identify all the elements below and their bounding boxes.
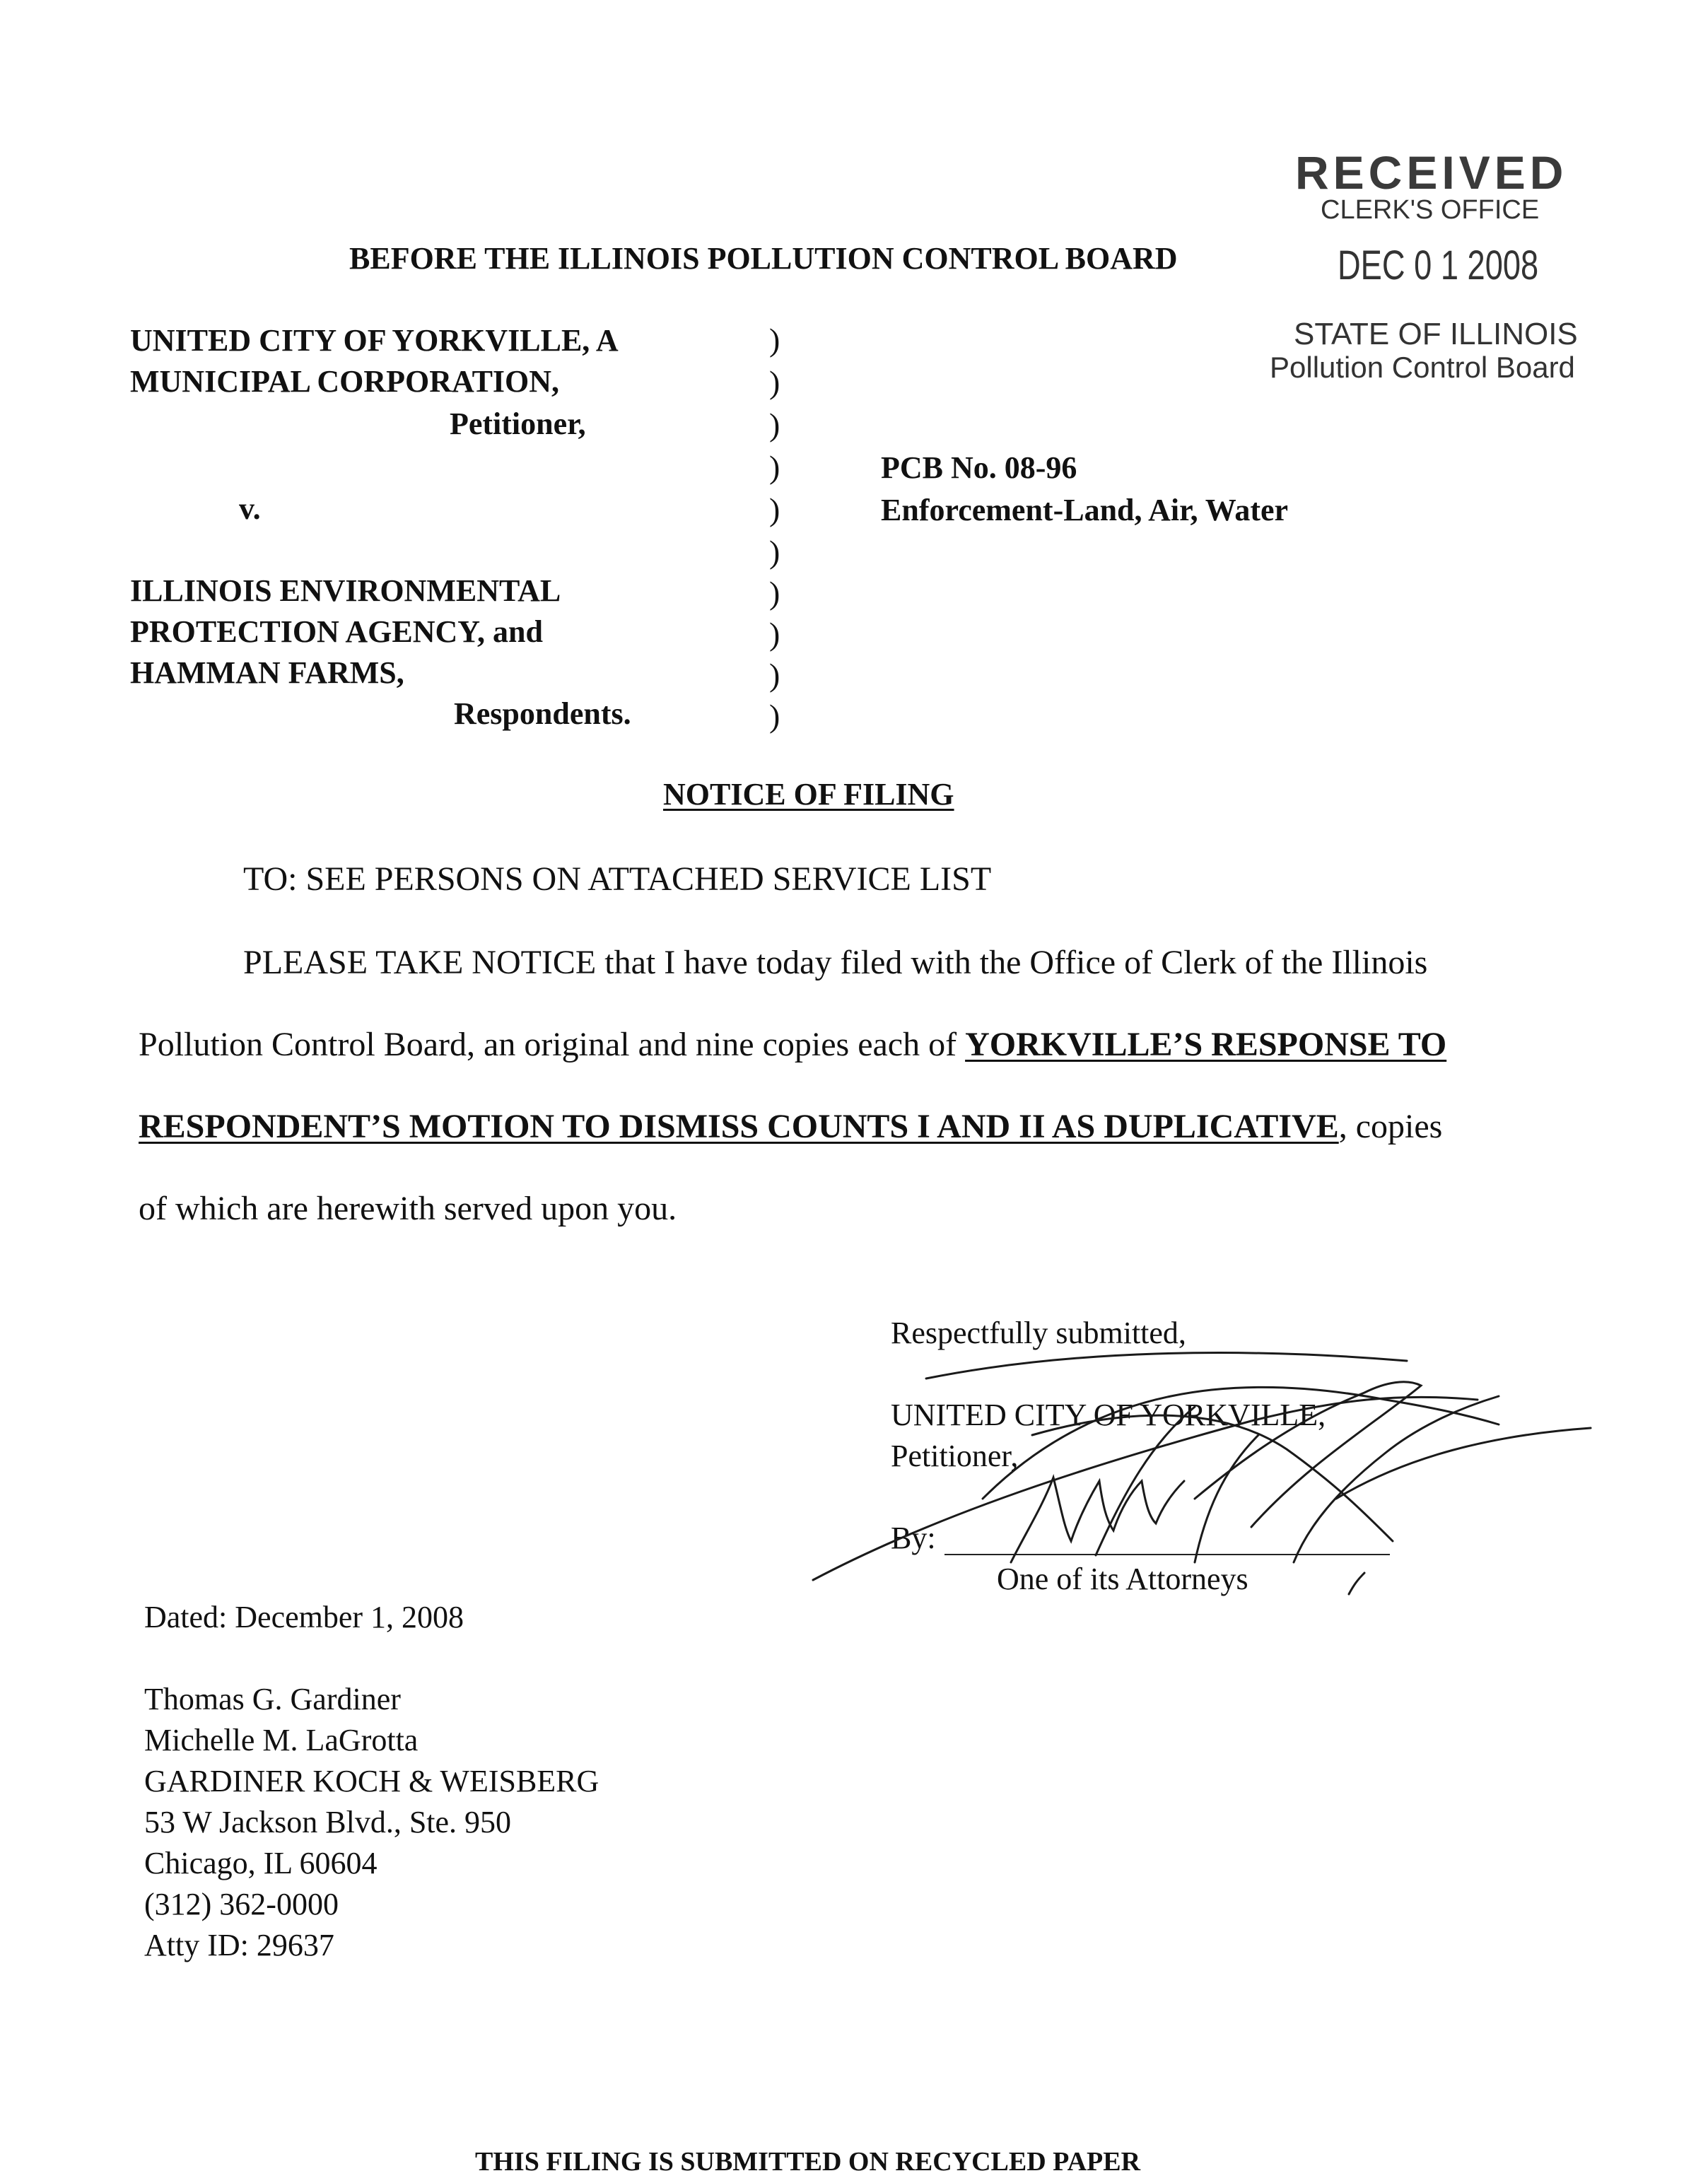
attorney-id: Atty ID: 29637: [144, 1928, 334, 1962]
caption-paren: ): [769, 534, 780, 570]
caption-paren: ): [769, 364, 780, 400]
dated-line: Dated: December 1, 2008: [144, 1600, 464, 1634]
filed-document-title-part-1: YORKVILLE’S RESPONSE TO: [965, 1026, 1447, 1063]
notice-body-line-2-prefix: Pollution Control Board, an original and nine copies each of: [139, 1026, 966, 1063]
caption-paren: ): [769, 616, 780, 652]
respondent-role: Respondents.: [454, 696, 631, 731]
versus: v.: [239, 491, 261, 526]
signer-caption: One of its Attorneys: [997, 1562, 1248, 1596]
attorney-name-1: Thomas G. Gardiner: [144, 1682, 401, 1716]
handwritten-signature-icon: [799, 1329, 1605, 1640]
closing: Respectfully submitted,: [891, 1316, 1186, 1350]
stamp-received: RECEIVED: [1295, 146, 1568, 199]
caption-paren: ): [769, 322, 780, 358]
notice-body-line-4: of which are herewith served upon you.: [139, 1190, 677, 1227]
law-firm: GARDINER KOCH & WEISBERG: [144, 1764, 599, 1798]
respondent-line-1: ILLINOIS ENVIRONMENTAL: [130, 573, 561, 608]
firm-phone: (312) 362-0000: [144, 1887, 339, 1921]
filed-document-title-part-2: RESPONDENT’S MOTION TO DISMISS COUNTS I AND II AS DUPLICATIVE: [139, 1108, 1339, 1145]
notice-body-line-3-suffix: , copies: [1338, 1108, 1443, 1145]
attorney-name-2: Michelle M. LaGrotta: [144, 1723, 419, 1757]
stamp-date: DEC 0 1 2008: [1338, 242, 1539, 288]
stamp-board: Pollution Control Board: [1270, 351, 1575, 384]
firm-address: 53 W Jackson Blvd., Ste. 950: [144, 1805, 512, 1839]
caption-paren: ): [769, 698, 780, 734]
notice-body-line-3: [139, 1107, 1442, 1146]
notice-body-line-1: PLEASE TAKE NOTICE that I have today filed with the Office of Clerk of the Illinois: [243, 944, 1428, 981]
signature-party: UNITED CITY OF YORKVILLE,: [891, 1398, 1326, 1432]
petitioner-line-1: UNITED CITY OF YORKVILLE, A: [130, 323, 619, 358]
petitioner-line-2: MUNICIPAL CORPORATION,: [130, 364, 560, 399]
petitioner-role: Petitioner,: [450, 406, 586, 441]
stamp-clerks-office: CLERK'S OFFICE: [1321, 195, 1540, 225]
stamp-state: STATE OF ILLINOIS: [1294, 317, 1578, 351]
caption-paren: ): [769, 657, 780, 693]
court-heading: BEFORE THE ILLINOIS POLLUTION CONTROL BOARD: [349, 241, 1178, 276]
firm-city: Chicago, IL 60604: [144, 1846, 378, 1880]
notice-body-line-2: [139, 1025, 1446, 1064]
signature-by-label: By:: [891, 1521, 936, 1555]
recycled-paper-footer: THIS FILING IS SUBMITTED ON RECYCLED PAPER: [475, 2147, 1141, 2177]
case-type: Enforcement-Land, Air, Water: [881, 493, 1289, 527]
caption-paren: ): [769, 491, 780, 527]
respondent-line-2: PROTECTION AGENCY, and: [130, 614, 543, 649]
case-number: PCB No. 08-96: [881, 450, 1077, 485]
caption-paren: ): [769, 575, 780, 611]
caption-paren: ): [769, 449, 780, 485]
respondent-line-3: HAMMAN FARMS,: [130, 655, 404, 690]
notice-title: NOTICE OF FILING: [663, 777, 954, 812]
signature-party-role: Petitioner,: [891, 1439, 1019, 1473]
notice-to-line: TO: SEE PERSONS ON ATTACHED SERVICE LIST: [243, 860, 992, 898]
caption-paren: ): [769, 406, 780, 443]
